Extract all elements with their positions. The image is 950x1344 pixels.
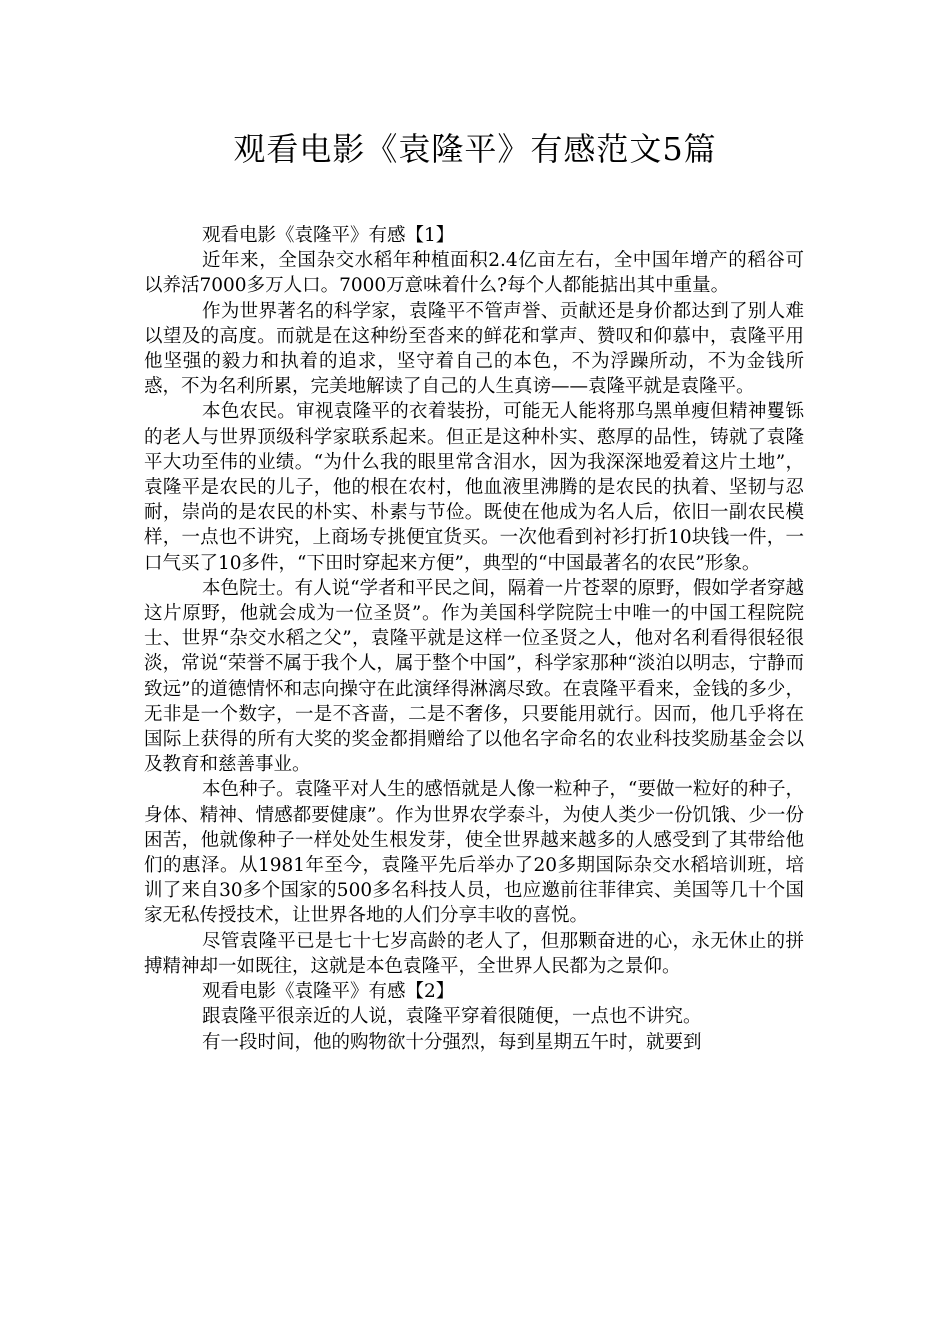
document-title: 观看电影《袁隆平》有感范文5篇 <box>233 130 717 168</box>
paragraph: 本色种子。袁隆平对人生的感悟就是人像一粒种子，“要做一粒好的种子，身体、精神、情感都要健康”。作为世界农学泰斗，为使人类少一份饥饿、少一份困苦，他就像种子一样处处生根发芽，使全世界越来越多的人感受到了其带给他们的惠泽。从1981年至今，袁隆平先后举办了20多期国际杂交水稻培训班，培训了来自30多个国家的500多名科技人员，也应邀前往菲律宾、美国等几十个国家无私传授技术，让世界各地的人们分享丰收的喜悦。 <box>144 779 804 927</box>
paragraph: 本色农民。审视袁隆平的衣着装扮，可能无人能将那乌黑单瘦但精神矍铄的老人与世界顶级科学家联系起来。但正是这种朴实、憨厚的品性，铸就了袁隆平大功至伟的业绩。“为什么我的眼里常含泪水，因为我深深地爱着这片土地”，袁隆平是农民的儿子，他的根在农村，他血液里沸腾的是农民的执着、坚韧与忍耐，崇尚的是农民的朴实、朴素与节俭。既使在他成为名人后，依旧一副农民模样，一点也不讲究，上商场专挑便宜货买。一次他看到衬衫打折10块钱一件，一口气买了10多件，“下田时穿起来方便”，典型的“中国最著名的农民”形象。 <box>144 401 804 574</box>
paragraph: 跟袁隆平很亲近的人说，袁隆平穿着很随便，一点也不讲究。 <box>202 1006 702 1028</box>
paragraph: 有一段时间，他的购物欲十分强烈，每到星期五午时，就要到 <box>202 1031 702 1053</box>
paragraph: 近年来，全国杂交水稻年种植面积2.4亿亩左右，全中国年增产的稻谷可以养活7000多万人口。7000万意味着什么?每个人都能掂出其中重量。 <box>144 250 804 297</box>
section-heading: 观看电影《袁隆平》有感【2】 <box>202 981 455 1003</box>
paragraph: 尽管袁隆平已是七十七岁高龄的老人了，但那颗奋进的心，永无休止的拼搏精神却一如既往，这就是本色袁隆平，全世界人民都为之景仰。 <box>144 930 804 977</box>
paragraph: 本色院士。有人说“学者和平民之间，隔着一片苍翠的原野，假如学者穿越这片原野，他就会成为一位圣贤”。作为美国科学院院士中唯一的中国工程院院士、世界“杂交水稻之父”，袁隆平就是这样一位圣贤之人，他对名利看得很轻很淡，常说“荣誉不属于我个人，属于整个中国”，科学家那种“淡泊以明志，宁静而致远”的道德情怀和志向操守在此演绎得淋漓尽致。在袁隆平看来，金钱的多少，无非是一个数字，一是不吝啬，二是不奢侈，只要能用就行。因而，他几乎将在国际上获得的所有大奖的奖金都捐赠给了以他名字命名的农业科技奖励基金会以及教育和慈善事业。 <box>144 577 804 776</box>
document-body <box>144 223 804 1055</box>
paragraph: 作为世界著名的科学家，袁隆平不管声誉、贡献还是身价都达到了别人难以望及的高度。而就是在这种纷至沓来的鲜花和掌声、赞叹和仰慕中，袁隆平用他坚强的毅力和执着的追求，坚守着自己的本色，不为浮躁所动，不为金钱所惑，不为名利所累，完美地解读了自己的人生真谤——袁隆平就是袁隆平。 <box>144 300 804 398</box>
section-heading: 观看电影《袁隆平》有感【1】 <box>202 225 455 246</box>
